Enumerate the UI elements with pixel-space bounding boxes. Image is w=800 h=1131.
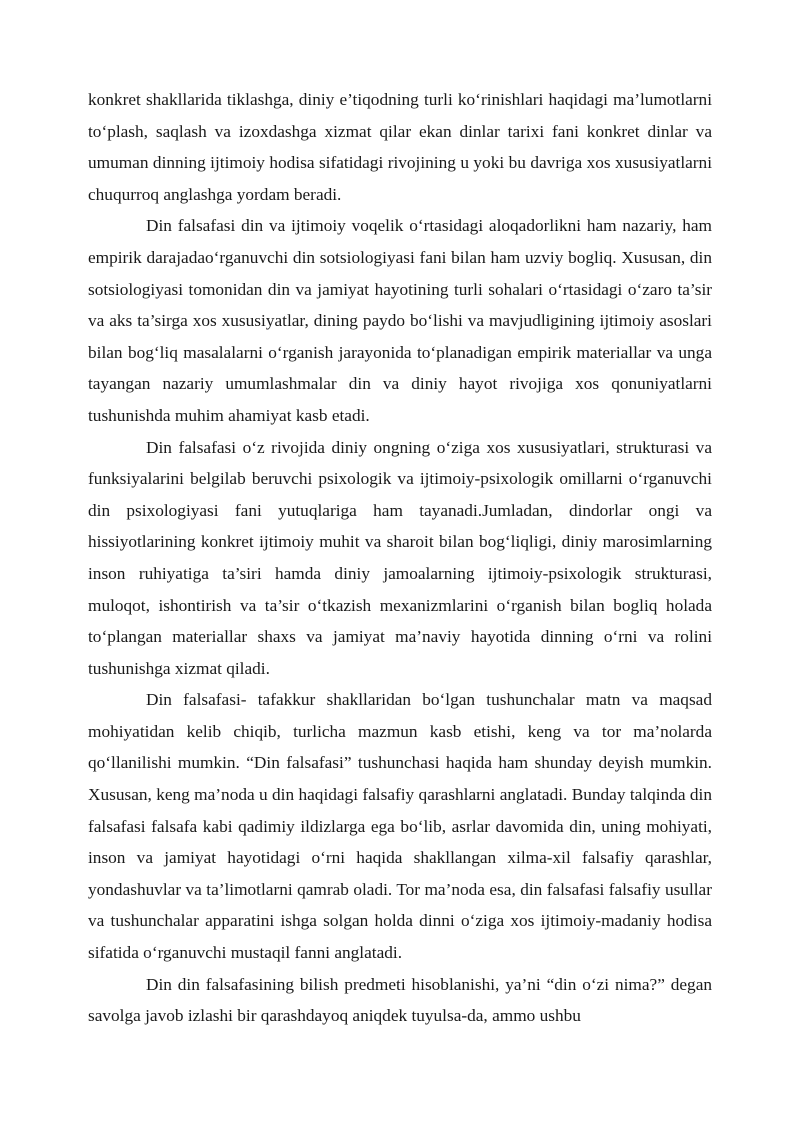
- paragraph-4: Din falsafasi- tafakkur shakllaridan bo‘lgan tushunchalar matn va maqsad mohiyatidan kelib chiqib, turlicha mazmun kasb etishi, keng va tor ma’nolarda qo‘llanilishi mumkin. “Din falsafasi” tushunchasi haqida ham shunday deyish mumkin. Xususan, keng ma’noda u din haqidagi falsafiy qarashlarni anglatadi. Bunday talqinda din falsafasi falsafa kabi qadimiy ildizlarga ega bo‘lib, asrlar davomida din, uning mohiyati, inson va jamiyat hayotidagi o‘rni haqida shakllangan xilma-xil falsafiy qarashlar, yondashuvlar va ta’limotlarni qamrab oladi. Tor ma’noda esa, din falsafasi falsafiy usullar va tushunchalar apparatini ishga solgan holda dinni o‘ziga xos ijtimoiy-madaniy hodisa sifatida o‘rganuvchi mustaqil fanni anglatadi.: [88, 690, 712, 963]
- document-page: [88, 84, 712, 1032]
- paragraph-1: konkret shakllarida tiklashga, diniy e’tiqodning turli ko‘rinishlari haqidagi ma’lumotlarni to‘plash, saqlash va izoxdashga xizmat qilar ekan dinlar tarixi fani konkret dinlar va umuman dinning ijtimoiy hodisa sifatidagi rivojining u yoki bu davriga xos xususiyatlarni chuqurroq anglashga yordam beradi.: [88, 90, 712, 204]
- paragraph-3: Din falsafasi o‘z rivojida diniy ongning o‘ziga xos xususiyatlari, strukturasi va funksiyalarini belgilab beruvchi psixologik va ijtimoiy-psixologik omillarni o‘rganuvchi din psixologiyasi fani yutuqlariga ham tayanadi.Jumladan, dindorlar ongi va hissiyotlarining konkret ijtimoiy muhit va sharoit bilan bog‘liqligi, diniy marosimlarning inson ruhiyatiga ta’siri hamda diniy jamoalarning ijtimoiy-psixologik strukturasi, muloqot, ishontirish va ta’sir o‘tkazish mexanizmlarini o‘rganish bilan bogliq holada to‘plangan materiallar shaxs va jamiyat ma’naviy hayotida dinning o‘rni va rolini tushunishga xizmat qiladi.: [88, 437, 712, 678]
- paragraph-5: Din din falsafasining bilish predmeti hisoblanishi, ya’ni “din o‘zi nima?” degan savolga javob izlashi bir qarashdayoq aniqdek tuyulsa-da, ammo ushbu: [88, 974, 712, 1026]
- paragraph-2: Din falsafasi din va ijtimoiy voqelik o‘rtasidagi aloqadorlikni ham nazariy, ham empirik darajadao‘rganuvchi din sotsiologiyasi fani bilan ham uzviy bogliq. Xususan, din sotsiologiyasi tomonidan din va jamiyat hayotining turli sohalari o‘rtasidagi o‘zaro ta’sir va aks ta’sirga xos xususiyatlar, dining paydo bo‘lishi va mavjudligining ijtimoiy asoslari bilan bog‘liq masalalarni o‘rganish jarayonida to‘planadigan empirik materiallar va unga tayangan nazariy umumlashmalar din va diniy hayot rivojiga xos qonuniyatlarni tushunishda muhim ahamiyat kasb etadi.: [88, 216, 712, 425]
